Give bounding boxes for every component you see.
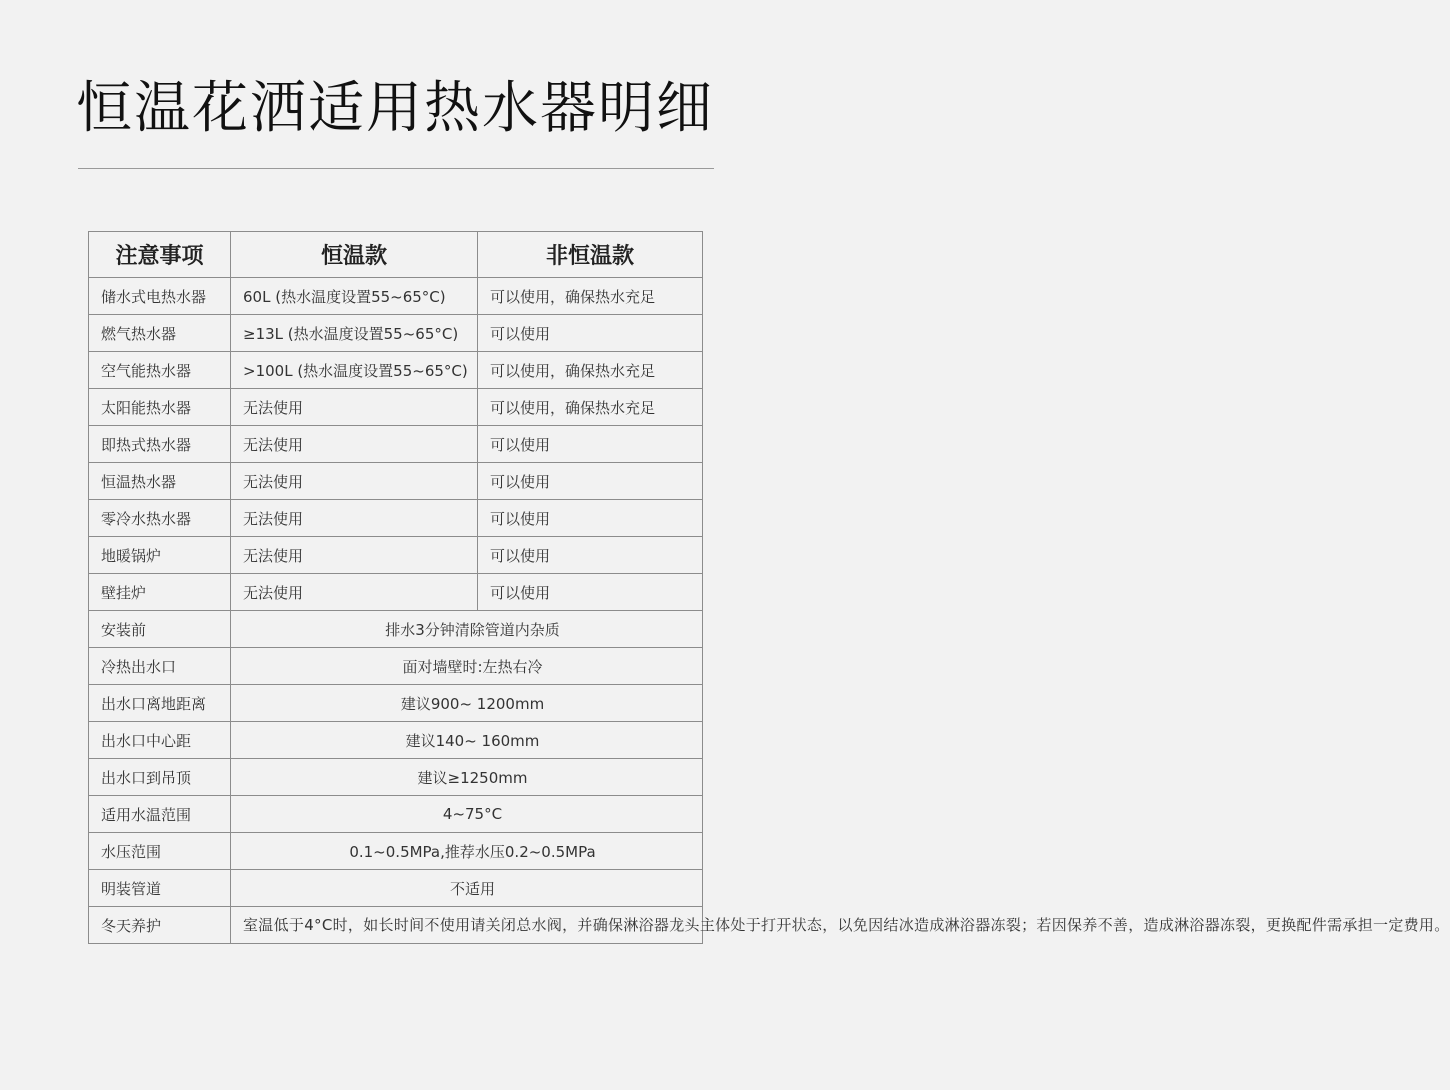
row-label: 冷热出水口 xyxy=(89,648,231,685)
table-row xyxy=(89,611,703,648)
row-label: 零冷水热水器 xyxy=(89,500,231,537)
row-label: 水压范围 xyxy=(89,833,231,870)
table-row xyxy=(89,722,703,759)
row-label: 太阳能热水器 xyxy=(89,389,231,426)
merged-value-cell: 面对墙壁时:左热右冷 xyxy=(231,648,703,685)
non-thermostatic-cell: 可以使用 xyxy=(478,426,703,463)
thermostatic-cell: 60L (热水温度设置55~65°C) xyxy=(231,278,478,315)
table-row xyxy=(89,759,703,796)
row-label: 出水口中心距 xyxy=(89,722,231,759)
table-row xyxy=(89,426,703,463)
table-row xyxy=(89,500,703,537)
row-label: 储水式电热水器 xyxy=(89,278,231,315)
merged-value-cell: 排水3分钟清除管道内杂质 xyxy=(231,611,703,648)
non-thermostatic-cell: 可以使用 xyxy=(478,574,703,611)
merged-value-cell: 不适用 xyxy=(231,870,703,907)
spec-table xyxy=(88,231,1450,944)
table-header-row xyxy=(89,232,703,278)
row-label: 安装前 xyxy=(89,611,231,648)
non-thermostatic-cell: 可以使用 xyxy=(478,500,703,537)
title-divider xyxy=(78,168,714,169)
table-row xyxy=(89,574,703,611)
row-label: 明装管道 xyxy=(89,870,231,907)
table-row xyxy=(89,389,703,426)
row-label: 适用水温范围 xyxy=(89,796,231,833)
table-row xyxy=(89,833,703,870)
table-row xyxy=(89,685,703,722)
thermostatic-cell: 无法使用 xyxy=(231,426,478,463)
merged-value-cell: 4~75°C xyxy=(231,796,703,833)
header-thermostatic: 恒温款 xyxy=(231,232,478,278)
thermostatic-cell: 无法使用 xyxy=(231,574,478,611)
table-row xyxy=(89,352,703,389)
thermostatic-cell: 无法使用 xyxy=(231,463,478,500)
row-label: 燃气热水器 xyxy=(89,315,231,352)
non-thermostatic-cell: 可以使用 xyxy=(478,537,703,574)
table-row xyxy=(89,796,703,833)
row-label: 壁挂炉 xyxy=(89,574,231,611)
row-label: 空气能热水器 xyxy=(89,352,231,389)
table-row xyxy=(89,907,703,944)
table-row xyxy=(89,870,703,907)
table-row xyxy=(89,463,703,500)
non-thermostatic-cell: 可以使用，确保热水充足 xyxy=(478,278,703,315)
thermostatic-cell: 无法使用 xyxy=(231,500,478,537)
row-label: 地暖锅炉 xyxy=(89,537,231,574)
row-label: 即热式热水器 xyxy=(89,426,231,463)
winter-care-cell: 室温低于4°C时，如长时间不使用请关闭总水阀，并确保淋浴器龙头主体处于打开状态，以免因结冰造成淋浴器冻裂；若因保养不善，造成淋浴器冻裂，更换配件需承担一定费用。 xyxy=(231,907,703,944)
header-non-thermostatic: 非恒温款 xyxy=(478,232,703,278)
thermostatic-cell: 无法使用 xyxy=(231,537,478,574)
non-thermostatic-cell: 可以使用 xyxy=(478,463,703,500)
table-row xyxy=(89,537,703,574)
row-label: 冬天养护 xyxy=(89,907,231,944)
non-thermostatic-cell: 可以使用 xyxy=(478,315,703,352)
thermostatic-cell: 无法使用 xyxy=(231,389,478,426)
row-label: 恒温热水器 xyxy=(89,463,231,500)
table-row xyxy=(89,315,703,352)
merged-value-cell: 0.1~0.5MPa,推荐水压0.2~0.5MPa xyxy=(231,833,703,870)
table-row xyxy=(89,648,703,685)
merged-value-cell: 建议≥1250mm xyxy=(231,759,703,796)
merged-value-cell: 建议140~ 160mm xyxy=(231,722,703,759)
row-label: 出水口离地距离 xyxy=(89,685,231,722)
thermostatic-cell: >100L (热水温度设置55~65°C) xyxy=(231,352,478,389)
table-row xyxy=(89,278,703,315)
header-notes: 注意事项 xyxy=(89,232,231,278)
row-label: 出水口到吊顶 xyxy=(89,759,231,796)
non-thermostatic-cell: 可以使用，确保热水充足 xyxy=(478,389,703,426)
non-thermostatic-cell: 可以使用，确保热水充足 xyxy=(478,352,703,389)
merged-value-cell: 建议900~ 1200mm xyxy=(231,685,703,722)
thermostatic-cell: ≥13L (热水温度设置55~65°C) xyxy=(231,315,478,352)
page-title: 恒温花洒适用热水器明细 xyxy=(76,76,714,141)
